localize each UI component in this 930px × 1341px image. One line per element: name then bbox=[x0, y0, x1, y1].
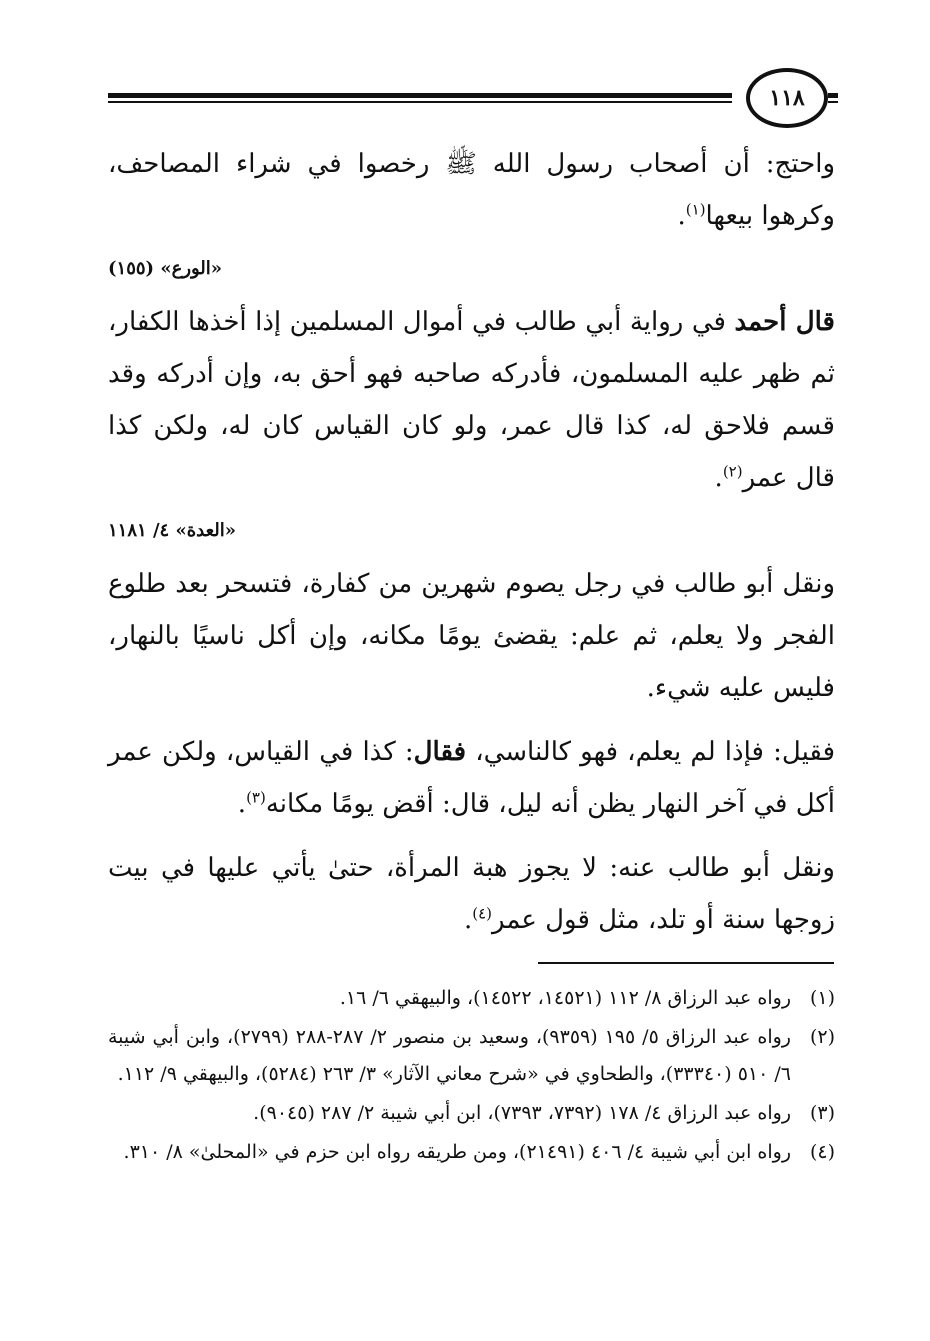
footnote-number: (٣) bbox=[809, 1102, 835, 1124]
main-text bbox=[108, 138, 835, 958]
paragraph-2-bold: قال أحمد bbox=[734, 307, 835, 337]
footnote-number: (٢) bbox=[809, 1026, 835, 1048]
paragraph-5-end: . bbox=[463, 905, 473, 935]
footnote-text: رواه ابن أبي شيبة ٤/ ٤٠٦ (٢١٤٩١)، ومن طريقه رواه ابن حزم في «المحلىٰ» ٨/ ٣١٠. bbox=[123, 1141, 791, 1163]
page-number: ١١٨ bbox=[746, 68, 828, 128]
paragraph-4 bbox=[108, 726, 835, 830]
header-rule-thick bbox=[108, 93, 732, 98]
paragraph-1-text: واحتج: أن أصحاب رسول الله ﷺ رخصوا في شراء المصاحف، وكرهوا بيعها bbox=[108, 149, 835, 231]
paragraph-1 bbox=[108, 138, 835, 242]
paragraph-4-bold: فقال bbox=[413, 737, 467, 767]
footnote-ref-1[interactable]: (١) bbox=[685, 200, 706, 219]
footnote-1 bbox=[108, 980, 835, 1017]
footnote-text: رواه عبد الرزاق ٥/ ١٩٥ (٩٣٥٩)، وسعيد بن منصور ٢/ ٢٨٧-٢٨٨ (٢٧٩٩)، وابن أبي شيبة ٦/ ٥١٠ (٣٣٣٤٠)، والطحاوي في «شرح معاني الآثار» ٣/ ٢٦٣ (٥٢٨٤)، والبيهقي ٩/ ١١٢. bbox=[108, 1026, 791, 1085]
footnote-separator bbox=[538, 962, 834, 964]
source-reference-1: «الورع» (١٥٥) bbox=[108, 258, 223, 279]
footnote-2 bbox=[108, 1019, 835, 1093]
header-rule-right bbox=[828, 93, 838, 98]
footnotes bbox=[108, 980, 835, 1173]
paragraph-4-end: . bbox=[237, 789, 247, 819]
paragraph-2-text: في رواية أبي طالب في أموال المسلمين إذا أخذها الكفار، ثم ظهر عليه المسلمون، فأدركه صاحبه فهو أحق به، وإن أدركه وقد قسم فلاحق له، كذا قال عمر، ولو كان القياس كان له، ولكن كذا قال عمر bbox=[108, 307, 835, 493]
paragraph-5-text: ونقل أبو طالب عنه: لا يجوز هبة المرأة، حتىٰ يأتي عليها في بيت زوجها سنة أو تلد، مثل قول عمر bbox=[108, 853, 835, 935]
paragraph-4-text-b: : كذا في القياس، ولكن عمر أكل في آخر النهار يظن أنه ليل، قال: أقض يومًا مكانه bbox=[108, 737, 835, 819]
paragraph-1-end: . bbox=[677, 201, 686, 231]
paragraph-5 bbox=[108, 842, 835, 946]
page-header bbox=[108, 60, 838, 140]
footnote-ref-4[interactable]: (٤) bbox=[472, 904, 492, 923]
paragraph-3-text: ونقل أبو طالب في رجل يصوم شهرين من كفارة، فتسحر بعد طلوع الفجر ولا يعلم، ثم علم: يقضئ يومًا مكانه، وإن أكل ناسيًا بالنهار، فليس عليه شيء. bbox=[108, 569, 835, 703]
header-rule-thin bbox=[108, 101, 732, 103]
paragraph-4-text-a: فقيل: فإذا لم يعلم، فهو كالناسي، bbox=[466, 737, 835, 767]
paragraph-3 bbox=[108, 558, 835, 714]
footnote-text: رواه عبد الرزاق ٤/ ١٧٨ (٧٣٩٢، ٧٣٩٣)، ابن أبي شيبة ٢/ ٢٨٧ (٩٠٤٥). bbox=[253, 1102, 791, 1124]
footnote-number: (١) bbox=[809, 987, 835, 1009]
footnote-ref-2[interactable]: (٢) bbox=[722, 462, 743, 481]
footnote-number: (٤) bbox=[809, 1141, 835, 1163]
footnote-4 bbox=[108, 1134, 835, 1171]
footnote-text: رواه عبد الرزاق ٨/ ١١٢ (١٤٥٢١، ١٤٥٢٢)، والبيهقي ٦/ ١٦. bbox=[339, 987, 791, 1009]
paragraph-2 bbox=[108, 296, 835, 504]
footnote-3 bbox=[108, 1095, 835, 1132]
footnote-ref-3[interactable]: (٣) bbox=[246, 788, 266, 807]
source-reference-2: «العدة» ٤/ ١١٨١ bbox=[108, 520, 237, 541]
paragraph-2-end: . bbox=[714, 463, 723, 493]
header-rule-right-thin bbox=[828, 101, 838, 103]
